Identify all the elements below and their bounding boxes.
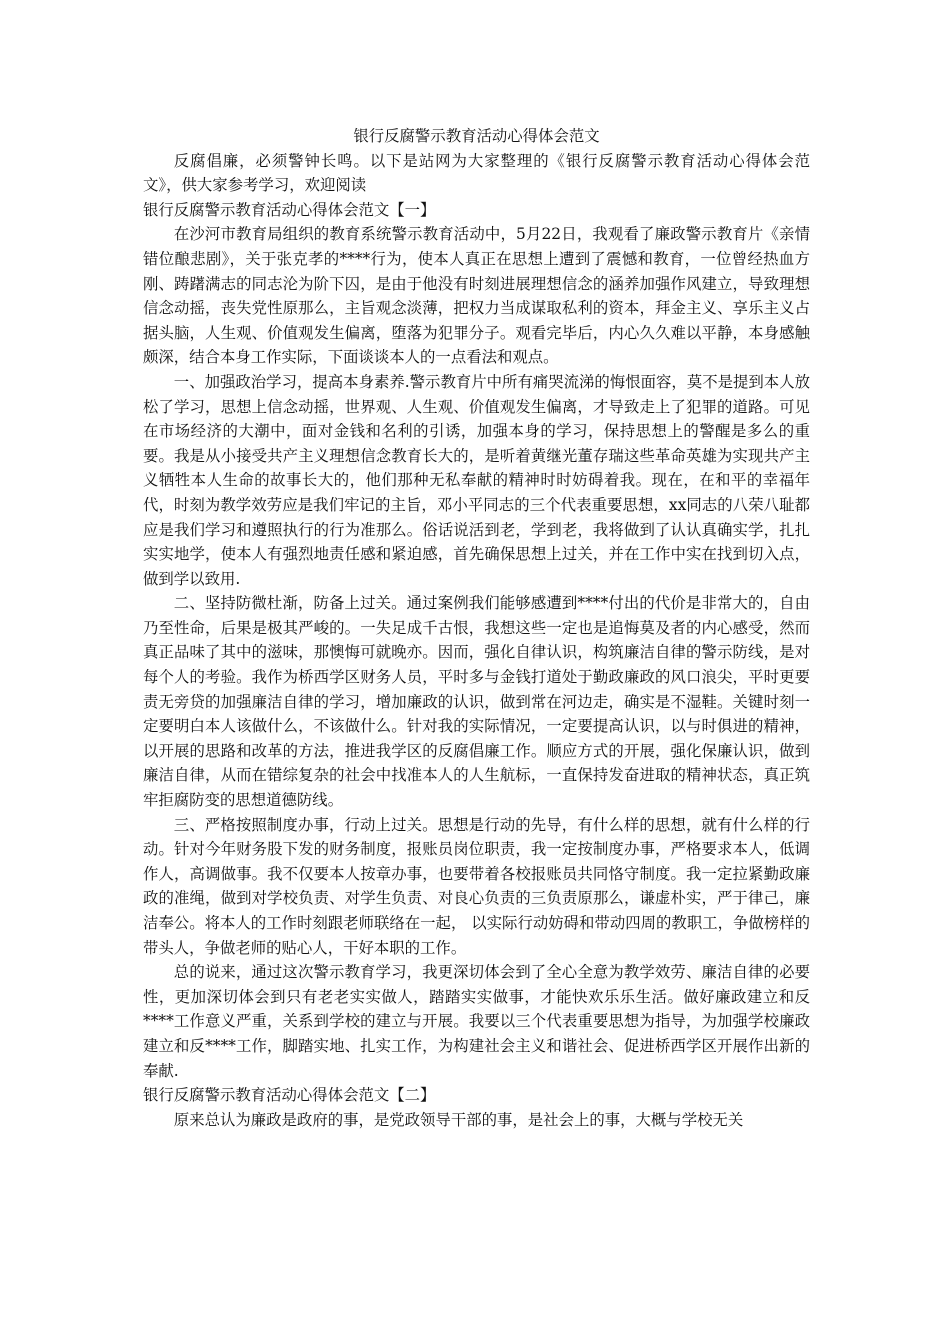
section-one-paragraph-3: 二、坚持防微杜渐，防备上过关。通过案例我们能够感遭到****付出的代价是非常大的，自由乃至性命，后果是极其严峻的。一失足成千古恨，我想这些一定也是追悔莫及者的内心感受，然而真正品味了其中的滋味，那懊悔可就晚亦。因而，强化自律认识，构筑廉洁自律的警示防线，是对每个人的考验。我作为桥西学区财务人员，平时多与金钱打道处于勤政廉政的风口浪尖，平时更要责无旁贷的加强廉洁自律的学习，增加廉政的认识，做到常在河边走，确实是不湿鞋。关键时刻一定要明白本人该做什么，不该做什么。针对我的实际情况，一定要提高认识，以与时俱进的精神，以开展的思路和改革的方法，推进我学区的反腐倡廉工作。顺应方式的开展，强化保廉认识，做到廉洁自律，从而在错综复杂的社会中找准本人的人生航标，一直保持发奋进取的精神状态，真正筑牢拒腐防变的思想道德防线。 bbox=[143, 594, 810, 810]
document-page bbox=[143, 124, 810, 1132]
intro-paragraph: 反腐倡廉，必须警钟长鸣。以下是站网为大家整理的《银行反腐警示教育活动心得体会范文》，供大家参考学习，欢迎阅读 bbox=[143, 151, 810, 195]
section-one-paragraph-2: 一、加强政治学习，提高本身素养.警示教育片中所有痛哭流涕的悔恨面容，莫不是提到本人放松了学习，思想上信念动摇，世界观、人生观、价值观发生偏离，才导致走上了犯罪的道路。可见在市场经济的大潮中，面对金钱和名利的引诱，加强本身的学习，保持思想上的警醒是多么的重要。我是从小接受共产主义理想信念教育长大的，是听着黄继光董存瑞这些革命英雄为实现共产主义牺牲本人生命的故事长大的，他们那种无私奉献的精神时时妨碍着我。现在，在和平的幸福年代，时刻为教学效劳应是我们牢记的主旨，邓小平同志的三个代表重要思想，xx同志的八荣八耻都应是我们学习和遵照执行的行为准那么。俗话说活到老，学到老，我将做到了认认真确实学，扎扎实实地学，使本人有强烈地责任感和紧迫感，首先确保思想上过关，并在工作中实在找到切入点，做到学以致用. bbox=[143, 372, 810, 588]
section-one-heading: 银行反腐警示教育活动心得体会范文【一】 bbox=[143, 200, 436, 219]
section-one-paragraph-5: 总的说来，通过这次警示教育学习，我更深切体会到了全心全意为教学效劳、廉洁自律的必要性，更加深切体会到只有老老实实做人，踏踏实实做事，才能快欢乐乐生活。做好廉政建立和反****工作意义严重，关系到学校的建立与开展。我要以三个代表重要思想为指导，为加强学校廉政建立和反****工作，脚踏实地、扎实工作，为构建社会主义和谐社会、促进桥西学区开展作出新的奉献. bbox=[143, 963, 810, 1080]
section-two-heading: 银行反腐警示教育活动心得体会范文【二】 bbox=[143, 1086, 436, 1105]
document-title: 银行反腐警示教育活动心得体会范文 bbox=[353, 127, 600, 145]
section-one-paragraph-1: 在沙河市教育局组织的教育系统警示教育活动中，5月22日，我观看了廉政警示教育片《亲情错位酿悲剧》，关于张克孝的****行为，使本人真正在思想上遭到了震憾和教育，一位曾经热血方刚、踌躇满志的同志沦为阶下囚，是由于他没有时刻进展理想信念的涵养加强作风建立，导致理想信念动摇，丧失党性原那么，主旨观念淡薄，把权力当成谋取私利的资本，拜金主义、享乐主义占据头脑，人生观、价值观发生偏离，堕落为犯罪分子。观看完毕后，内心久久难以平静，本身感触颇深，结合本身工作实际，下面谈谈本人的一点看法和观点。 bbox=[143, 225, 810, 367]
section-two-paragraph-1: 原来总认为廉政是政府的事，是党政领导干部的事，是社会上的事，大概与学校无关 bbox=[173, 1110, 744, 1129]
section-one-paragraph-4: 三、严格按照制度办事，行动上过关。思想是行动的先导，有什么样的思想，就有什么样的行动。针对今年财务股下发的财务制度，报账员岗位职责，我一定按制度办事，严格要求本人，低调作人，高调做事。我不仅要本人按章办事，也要带着各校报账员共同恪守制度。我一定拉紧勤政廉政的准绳，做到对学校负责、对学生负责、对良心负责的三负责原那么，谦虚朴实，严于律己，廉洁奉公。将本人的工作时刻跟老师联络在一起， 以实际行动妨碍和带动四周的教职工，争做榜样的带头人，争做老师的贴心人，干好本职的工作。 bbox=[143, 815, 810, 957]
